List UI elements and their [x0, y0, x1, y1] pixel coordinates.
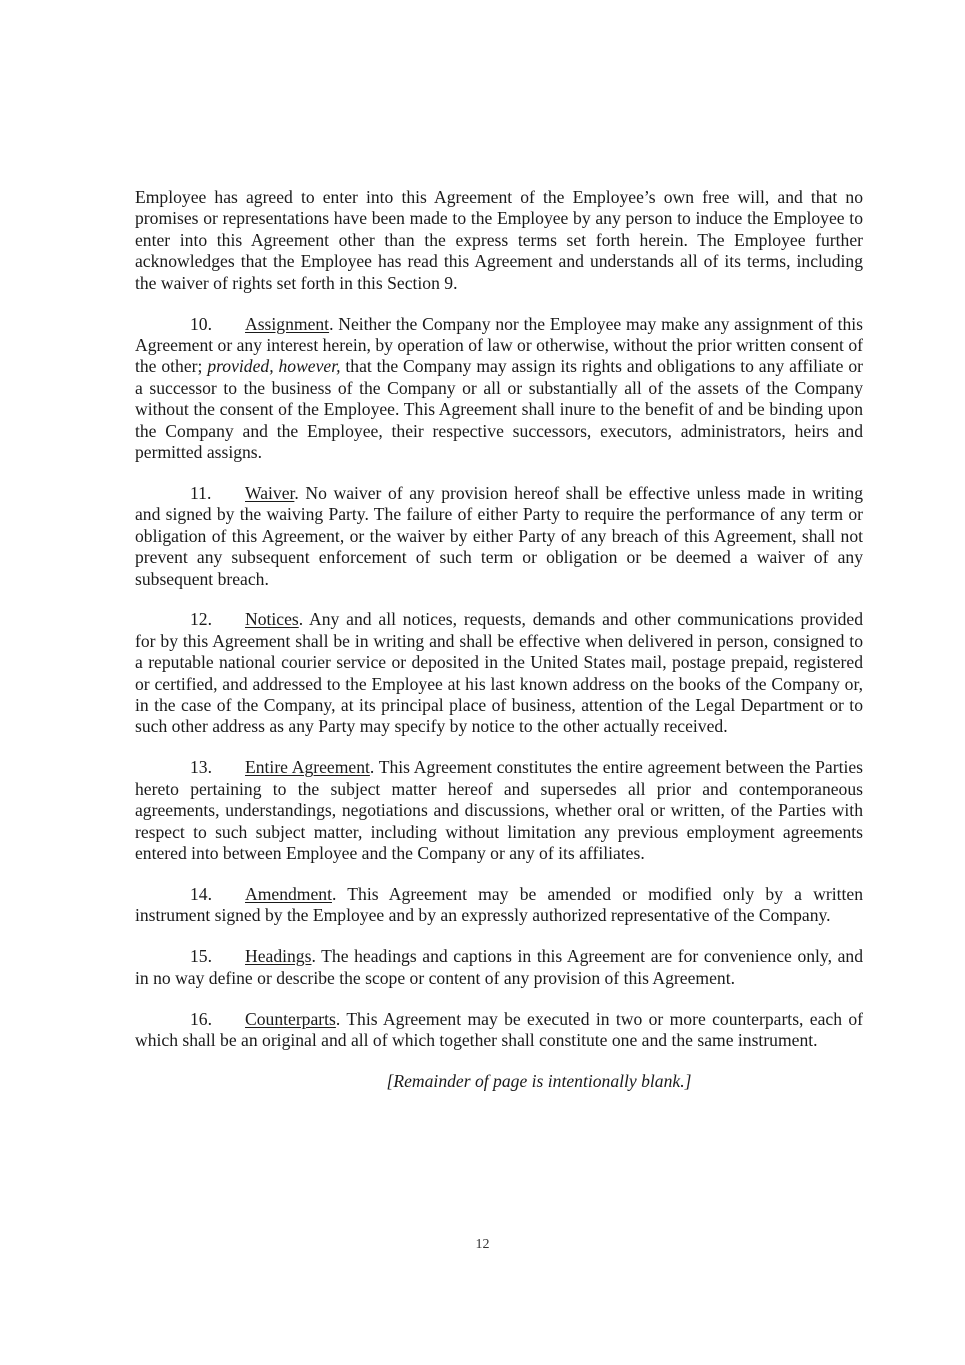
section-number: 14.	[190, 883, 212, 904]
continuation-paragraph: Employee has agreed to enter into this Agreement of the Employee’s own free will, and that no promises or representations have been made to the Employee by any person to induce the Employee to enter into this Agreement other than the express terms set forth herein. The Employee further acknowledges that the Employee has read this Agreement and understands all of its terms, including the waiver of rights set forth in this Section 9.	[135, 187, 863, 293]
section-heading: Amendment	[245, 883, 332, 904]
section-counterparts: 16. Counterparts. This Agreement may be executed in two or more counterparts, each of which shall be an original and all of which together shall constitute one and the same instrument.	[135, 1008, 863, 1050]
section-number: 15.	[190, 946, 212, 967]
section-heading: Waiver	[245, 482, 295, 503]
section-amendment: 14. Amendment. This Agreement may be amended or modified only by a written instrument signed by the Employee and by an expressly authorized representative of the Company.	[135, 883, 863, 926]
page-number: 12	[475, 1237, 490, 1252]
section-heading: Entire Agreement	[245, 757, 370, 778]
section-number: 16.	[190, 1008, 212, 1029]
section-text: This Agreement may be amended or modified only by a written instrument signed by the Employee and by an expressly authorized representative of the Company.	[135, 883, 863, 926]
section-text: Neither the Company nor the Employee may make any assignment of this Agreement or any interest herein, by operation of law or otherwise, without the prior written consent of the other;	[135, 313, 863, 377]
document-page	[135, 187, 863, 1110]
section-number: 10.	[190, 313, 212, 334]
section-number: 12.	[190, 609, 212, 630]
section-number: 13.	[190, 757, 212, 778]
section-text: This Agreement constitutes the entire agreement between the Parties hereto pertaining to the subject matter hereof and supersedes all prior and contemporaneous agreements, understandings, negotiations and discussions, whether oral or written, of the Parties with respect to such subject matter, including without limitation any previous employment agreements entered into between Employee and the Company or any of its affiliates.	[135, 757, 863, 863]
blank-note: [Remainder of page is intentionally blank.]	[386, 1070, 692, 1091]
section-text-italic: provided, however,	[207, 356, 341, 377]
section-headings: 15. Headings. The headings and captions in this Agreement are for convenience only, and in no way define or describe the scope or content of any provision of this Agreement.	[135, 946, 863, 988]
section-heading: Headings	[245, 946, 312, 967]
section-text: that the Company may assign its rights and obligations to any affiliate or a successor to the business of the Company or all or substantially all of the assets of the Company without the consent of the Employee. This Agreement shall inure to the benefit of and be binding upon the Company and the Employee, their respective successors, executors, administrators, heirs and permitted assigns.	[135, 356, 863, 462]
section-notices: 12. Notices. Any and all notices, requests, demands and other communications provided for by this Agreement shall be in writing and shall be effective when delivered in person, consigned to a reputable national courier service or deposited in the United States mail, postage prepaid, registered or certified, and addressed to the Employee at his last known address on the books of the Company or, in the case of the Company, at its principal place of business, attention of the Legal Department or to such other address as any Party may specify by notice to the other actually received.	[135, 609, 863, 737]
section-heading: Notices	[245, 609, 299, 630]
section-number: 11.	[190, 482, 212, 503]
section-entire-agreement: 13. Entire Agreement. This Agreement constitutes the entire agreement between the Parties hereto pertaining to the subject matter hereof and supersedes all prior and contemporaneous agreements, understandings, negotiations and discussions, whether oral or written, of the Parties with respect to such subject matter, including without limitation any previous employment agreements entered into between Employee and the Company or any of its affiliates.	[135, 757, 863, 863]
section-text: This Agreement may be executed in two or more counterparts, each of which shall be an original and all of which together shall constitute one and the same instrument.	[135, 1008, 863, 1050]
section-heading: Counterparts	[245, 1008, 336, 1029]
section-waiver: 11. Waiver. No waiver of any provision hereof shall be effective unless made in writing and signed by the waiving Party. The failure of either Party to require the performance of any term or obligation of this Agreement, or the waiver by either Party of any breach of this Agreement, shall not prevent any subsequent enforcement of such term or obligation or be deemed a waiver of any subsequent breach.	[135, 482, 863, 589]
section-text: No waiver of any provision hereof shall be effective unless made in writing and signed by the waiving Party. The failure of either Party to require the performance of any term or obligation of this Agreement, or the waiver by either Party of any breach of this Agreement, shall not prevent any subsequent enforcement of such term or obligation or be deemed a waiver of any subsequent breach.	[135, 482, 863, 589]
section-assignment: 10. Assignment. Neither the Company nor the Employee may make any assignment of this Agreement or any interest herein, by operation of law or otherwise, without the prior written consent of the other; provided, however, that the Company may assign its rights and obligations to any affiliate or a successor to the business of the Company or all or substantially all of the assets of the Company without the consent of the Employee. This Agreement shall inure to the benefit of and be binding upon the Company and the Employee, their respective successors, executors, administrators, heirs and permitted assigns.	[135, 313, 863, 462]
section-text: The headings and captions in this Agreement are for convenience only, and in no way define or describe the scope or content of any provision of this Agreement.	[135, 946, 863, 988]
section-text: Any and all notices, requests, demands and other communications provided for by this Agreement shall be in writing and shall be effective when delivered in person, consigned to a reputable national courier service or deposited in the United States mail, postage prepaid, registered or certified, and addressed to the Employee at his last known address on the books of the Company or, in the case of the Company, at its principal place of business, attention of the Legal Department or to such other address as any Party may specify by notice to the other actually received.	[135, 609, 863, 737]
section-heading: Assignment	[245, 313, 330, 334]
